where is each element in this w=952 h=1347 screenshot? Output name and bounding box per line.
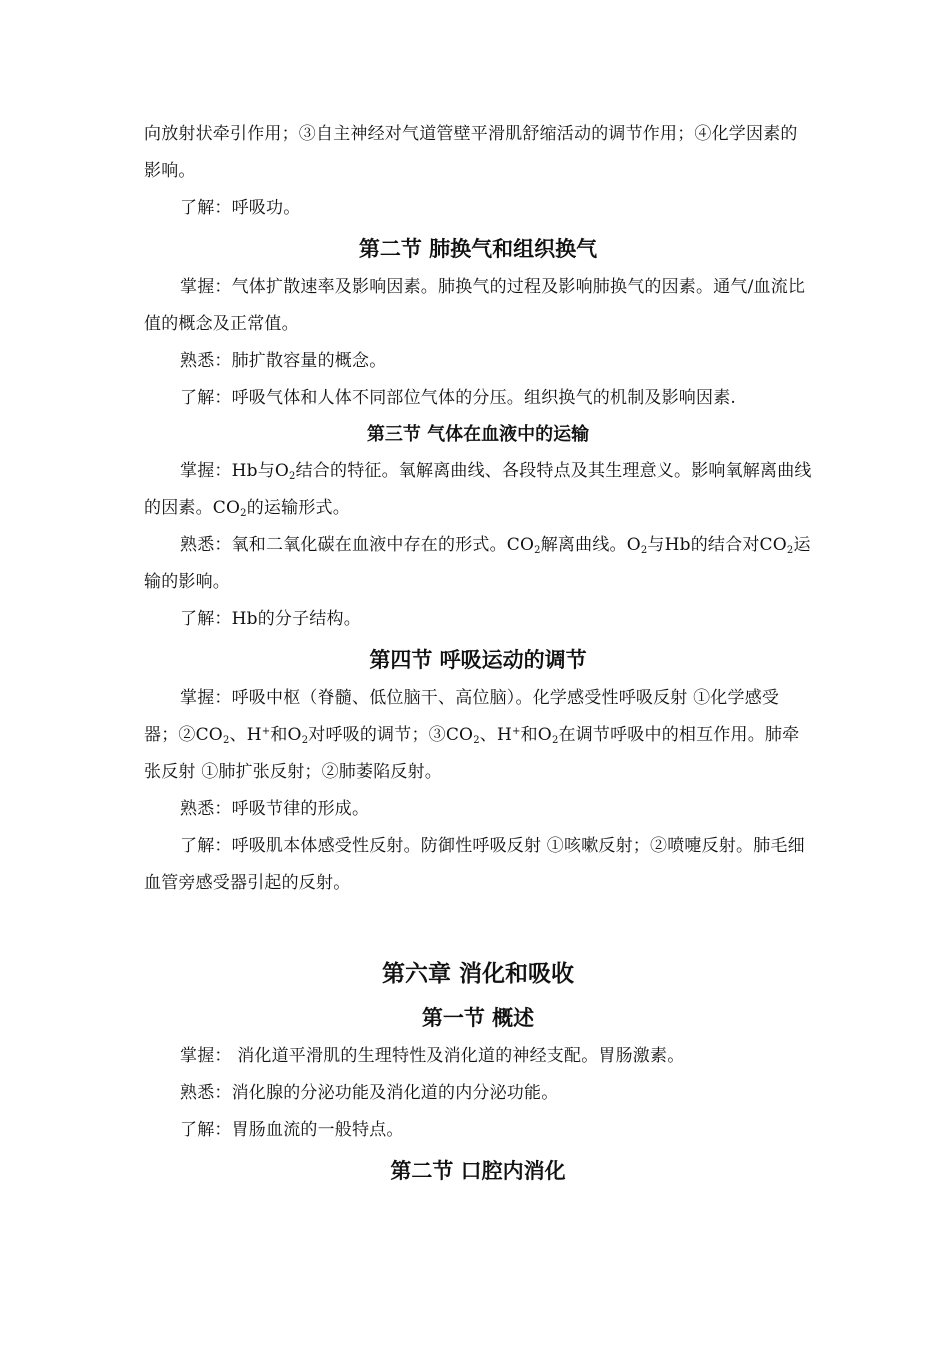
subscript: 2 <box>534 545 541 556</box>
section-heading: 第三节 气体在血液中的运输 <box>366 424 590 445</box>
subscript: 2 <box>222 735 230 746</box>
paragraph: 熟悉：呼吸节律的形成。 <box>180 799 370 819</box>
text-run: 、H <box>229 725 262 745</box>
subscript: 2 <box>301 735 309 746</box>
page-content <box>144 116 812 1191</box>
text-run: 掌握：Hb与O <box>180 461 290 481</box>
text-run: 和O <box>270 725 302 745</box>
text-run: 在调节呼吸中的相互作用。肺牵张反射 ①肺扩张反射；②肺萎陷反射。 <box>144 725 800 782</box>
subscript: 2 <box>289 471 296 482</box>
subscript: 2 <box>786 545 794 556</box>
superscript: + <box>261 726 271 737</box>
paragraph <box>144 453 812 527</box>
section-heading: 第二节 肺换气和组织换气 <box>358 236 598 261</box>
paragraph: 熟悉：消化腺的分泌功能及消化道的内分泌功能。 <box>180 1083 559 1103</box>
paragraph: 掌握：气体扩散速率及影响因素。肺换气的过程及影响肺换气的因素。通气/血流比值的概念及正常值。 <box>144 277 806 334</box>
paragraph: 了解：呼吸气体和人体不同部位气体的分压。组织换气的机制及影响因素. <box>180 388 737 408</box>
paragraph: 掌握： 消化道平滑肌的生理特性及消化道的神经支配。胃肠激素。 <box>180 1046 685 1066</box>
paragraph: 向放射状牵引作用；③自主神经对气道管壁平滑肌舒缩活动的调节作用；④化学因素的影响。 <box>144 124 798 181</box>
paragraph: 了解：呼吸功。 <box>180 198 301 218</box>
paragraph: 了解：胃肠血流的一般特点。 <box>180 1120 404 1140</box>
text-run: 与Hb的结合对CO <box>647 535 787 555</box>
section-heading: 第二节 口腔内消化 <box>390 1158 566 1183</box>
text-run: 和O <box>520 725 552 745</box>
paragraph: 了解：呼吸肌本体感受性反射。防御性呼吸反射 ①咳嗽反射；②喷嚏反射。肺毛细血管旁感受器引起的反射。 <box>144 836 805 893</box>
text-run: 运输的影响。 <box>144 535 811 592</box>
text-run: 结合的特征。氧解离曲线、各段特点及其生理意义。影响氧解离曲线的因素。CO <box>144 461 812 518</box>
superscript: + <box>512 726 521 737</box>
chapter-heading: 第六章 消化和吸收 <box>381 961 574 987</box>
subscript: 2 <box>640 545 648 556</box>
subscript: 2 <box>473 735 480 746</box>
text-run: 对呼吸的调节；③CO <box>308 725 474 745</box>
paragraph: 了解：Hb的分子结构。 <box>180 609 361 629</box>
subscript: 2 <box>240 508 247 519</box>
text-run: 熟悉：氧和二氧化碳在血液中存在的形式。CO <box>180 535 535 555</box>
subscript: 2 <box>551 735 559 746</box>
paragraph <box>144 527 812 601</box>
text-run: 的运输形式。 <box>246 498 350 518</box>
paragraph: 熟悉：肺扩散容量的概念。 <box>180 351 387 371</box>
text-run: 解离曲线。O <box>540 535 641 555</box>
text-run: 掌握：呼吸中枢（脊髓、低位脑干、高位脑）。化学感受性呼吸反射 ①化学感受器；②CO <box>144 688 780 745</box>
section-heading: 第一节 概述 <box>421 1005 535 1030</box>
paragraph <box>144 680 812 791</box>
section-heading: 第四节 呼吸运动的调节 <box>369 647 587 672</box>
text-run: 、H <box>479 725 512 745</box>
